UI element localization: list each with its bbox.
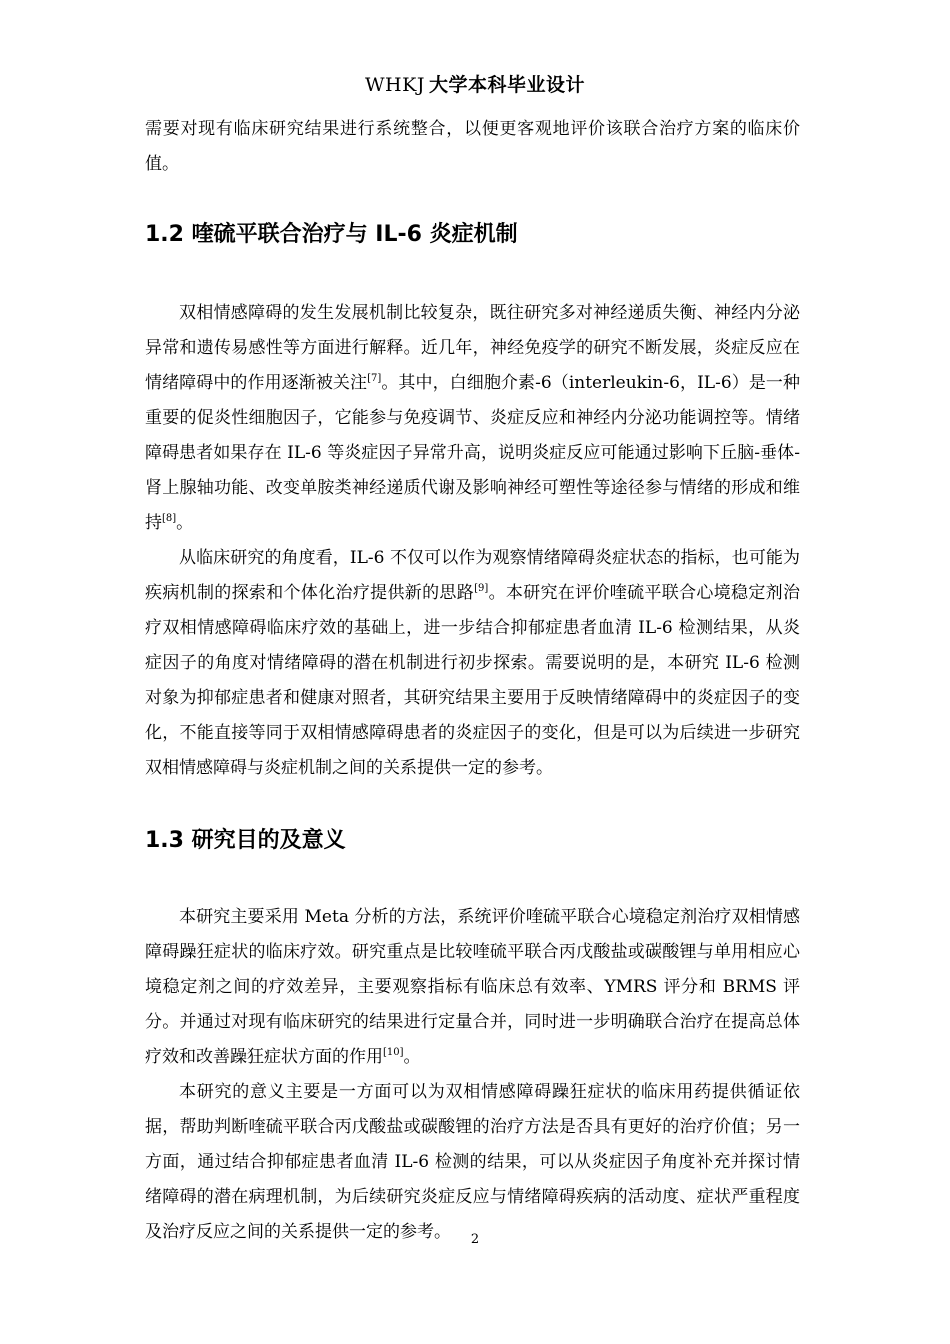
paragraph-text: 双相情感障碍的发生发展机制比较复杂，既往研究多对神经递质失衡、神经内分泌异常和遗传易感性等方面进行解释。近几年，神经免疫学的研究不断发展，炎症反应在情绪障碍中的作用逐渐被关注	[145, 303, 800, 393]
section-heading-1-3: 1.3 研究目的及意义	[145, 828, 346, 853]
paragraph-text: 。	[403, 1047, 421, 1067]
paragraph-text: 从临床研究的角度看，IL-6 不仅可以作为观察情绪障碍炎症状态的指标，也可能为疾病机制的探索和个体化治疗提供新的思路	[145, 548, 800, 603]
document-body	[145, 112, 800, 1250]
paragraph	[145, 900, 800, 1075]
citation: [9]	[474, 583, 489, 594]
citation: [10]	[383, 1047, 404, 1058]
header-title: 大学本科毕业设计	[428, 74, 585, 96]
paragraph	[145, 541, 800, 786]
paragraph	[145, 296, 800, 541]
citation: [7]	[367, 373, 382, 384]
section-heading-1-2: 1.2 喹硫平联合治疗与 IL-6 炎症机制	[145, 222, 518, 247]
header-latin: WHKJ	[365, 74, 425, 96]
paragraph-text: 。其中，白细胞介素-6（interleukin-6，IL-6）是一种重要的促炎性细胞因子，它能参与免疫调节、炎症反应和神经内分泌功能调控等。情绪障碍患者如果存在 IL-6 等炎症因子异常升高，说明炎症反应可能通过影响下丘脑-垂体-肾上腺轴功能、改变单胺类神经递质代谢及影响神经可塑性等途径参与情绪的形成和维持	[145, 373, 800, 533]
paragraph-text: 。	[176, 513, 194, 533]
paragraph-text: 本研究主要采用 Meta 分析的方法，系统评价喹硫平联合心境稳定剂治疗双相情感障碍躁狂症状的临床疗效。研究重点是比较喹硫平联合丙戊酸盐或碳酸锂与单用相应心境稳定剂之间的疗效差异，主要观察指标有临床总有效率、YMRS 评分和 BRMS 评分。并通过对现有临床研究的结果进行定量合并，同时进一步明确联合治疗在提高总体疗效和改善躁狂症状方面的作用	[145, 907, 800, 1067]
paragraph: 本研究的意义主要是一方面可以为双相情感障碍躁狂症状的临床用药提供循证依据，帮助判断喹硫平联合丙戊酸盐或碳酸锂的治疗方法是否具有更好的治疗价值；另一方面，通过结合抑郁症患者血清 IL-6 检测的结果，可以从炎症因子角度补充并探讨情绪障碍的潜在病理机制，为后续研究炎症反应与情绪障碍疾病的活动度、症状严重程度及治疗反应之间的关系提供一定的参考。	[145, 1082, 800, 1242]
intro-paragraph: 需要对现有临床研究结果进行系统整合，以便更客观地评价该联合治疗方案的临床价值。	[145, 119, 800, 174]
citation: [8]	[162, 513, 177, 524]
page-number: 2	[470, 1232, 480, 1247]
paragraph-text: 。本研究在评价喹硫平联合心境稳定剂治疗双相情感障碍临床疗效的基础上，进一步结合抑郁症患者血清 IL-6 检测结果，从炎症因子的角度对情绪障碍的潜在机制进行初步探索。需要说明的是，本研究 IL-6 检测对象为抑郁症患者和健康对照者，其研究结果主要用于反映情绪障碍中的炎症因子的变化，不能直接等同于双相情感障碍患者的炎症因子的变化，但是可以为后续进一步研究双相情感障碍与炎症机制之间的关系提供一定的参考。	[145, 583, 801, 778]
page-header	[0, 70, 950, 97]
